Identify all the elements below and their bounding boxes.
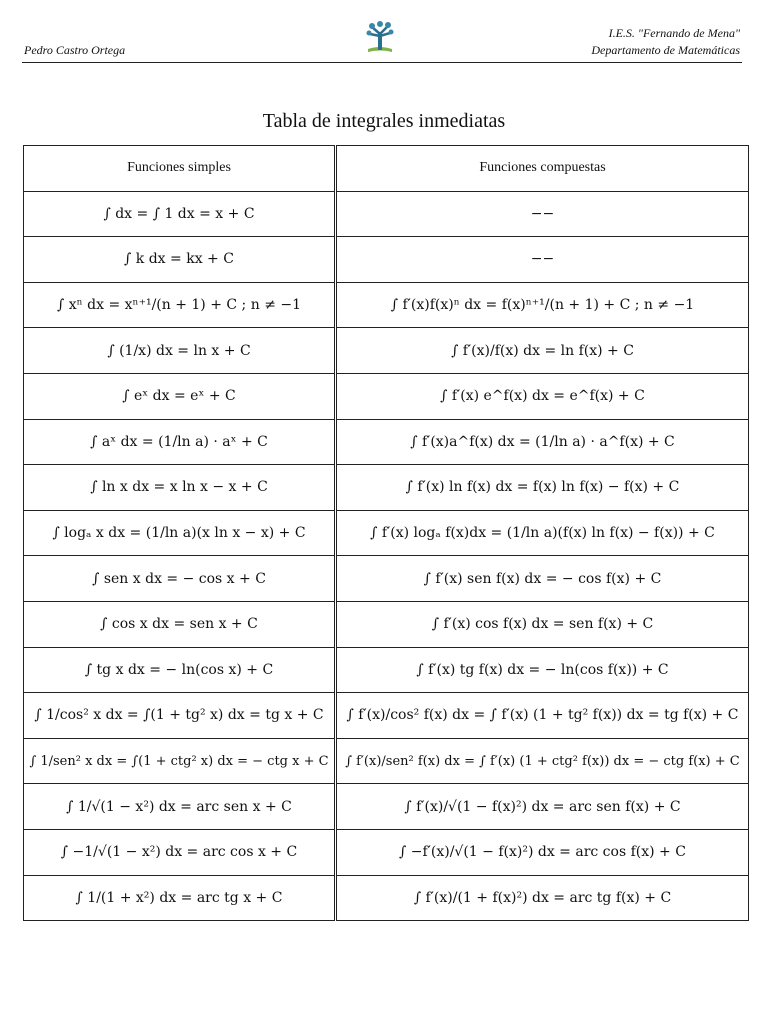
table-row — [24, 556, 749, 602]
author-name: Pedro Castro Ortega — [24, 43, 126, 57]
formula-simple: ∫ sen x dx = − cos x + C — [24, 556, 336, 602]
table-row — [24, 191, 749, 237]
formula-simple: ∫ tg x dx = − ln(cos x) + C — [24, 647, 336, 693]
formula-compound: ∫ f′(x)/f(x) dx = ln f(x) + C — [336, 328, 749, 374]
formula-compound: ∫ f′(x)/sen² f(x) dx = ∫ f′(x) (1 + ctg² f(x)) dx = − ctg f(x) + C — [336, 738, 749, 784]
formula-compound: ∫ f′(x) logₐ f(x)dx = (1/ln a)(f(x) ln f(x) − f(x)) + C — [336, 510, 749, 556]
table-header-row — [24, 146, 749, 192]
formula-compound: ∫ f′(x)/√(1 − f(x)²) dx = arc sen f(x) + C — [336, 784, 749, 830]
formula-simple: ∫ xⁿ dx = xⁿ⁺¹/(n + 1) + C ; n ≠ −1 — [24, 282, 336, 328]
formula-simple: ∫ 1/sen² x dx = ∫(1 + ctg² x) dx = − ctg x + C — [24, 738, 336, 784]
table-row — [24, 784, 749, 830]
formula-simple: ∫ −1/√(1 − x²) dx = arc cos x + C — [24, 829, 336, 875]
table-row — [24, 510, 749, 556]
formula-simple: ∫ 1/cos² x dx = ∫(1 + tg² x) dx = tg x + C — [24, 693, 336, 739]
table-row — [24, 282, 749, 328]
page-header — [22, 18, 742, 63]
table-row — [24, 647, 749, 693]
formula-compound: ∫ f′(x) e^f(x) dx = e^f(x) + C — [336, 373, 749, 419]
school-name: I.E.S. "Fernando de Mena" — [608, 26, 740, 40]
formula-compound: ∫ f′(x)/cos² f(x) dx = ∫ f′(x) (1 + tg² f(x)) dx = tg f(x) + C — [336, 693, 749, 739]
table-row — [24, 465, 749, 511]
formula-simple: ∫ eˣ dx = eˣ + C — [24, 373, 336, 419]
table-row — [24, 237, 749, 283]
page-title: Tabla de integrales inmediatas — [262, 110, 506, 132]
column-header-compound: Funciones compuestas — [336, 146, 749, 192]
formula-compound: −− — [336, 191, 749, 237]
table-row — [24, 875, 749, 921]
department-name: Departamento de Matemáticas — [591, 43, 740, 57]
formula-simple: ∫ aˣ dx = (1/ln a) · aˣ + C — [24, 419, 336, 465]
formula-simple: ∫ k dx = kx + C — [24, 237, 336, 283]
formula-simple: ∫ dx = ∫ 1 dx = x + C — [24, 191, 336, 237]
formula-compound: ∫ f′(x) cos f(x) dx = sen f(x) + C — [336, 601, 749, 647]
formula-compound: ∫ −f′(x)/√(1 − f(x)²) dx = arc cos f(x) + C — [336, 829, 749, 875]
header-right — [591, 25, 740, 59]
formula-simple: ∫ (1/x) dx = ln x + C — [24, 328, 336, 374]
formula-compound: ∫ f′(x) sen f(x) dx = − cos f(x) + C — [336, 556, 749, 602]
formula-compound: ∫ f′(x)a^f(x) dx = (1/ln a) · a^f(x) + C — [336, 419, 749, 465]
formula-simple: ∫ 1/(1 + x²) dx = arc tg x + C — [24, 875, 336, 921]
formula-compound: −− — [336, 237, 749, 283]
formula-simple: ∫ logₐ x dx = (1/ln a)(x ln x − x) + C — [24, 510, 336, 556]
formula-compound: ∫ f′(x)/(1 + f(x)²) dx = arc tg f(x) + C — [336, 875, 749, 921]
formula-compound: ∫ f′(x) tg f(x) dx = − ln(cos f(x)) + C — [336, 647, 749, 693]
table-row — [24, 601, 749, 647]
school-logo-icon — [360, 18, 400, 58]
table-row — [24, 328, 749, 374]
formula-compound: ∫ f′(x) ln f(x) dx = f(x) ln f(x) − f(x) + C — [336, 465, 749, 511]
table-row — [24, 419, 749, 465]
formula-compound: ∫ f′(x)f(x)ⁿ dx = f(x)ⁿ⁺¹/(n + 1) + C ; n ≠ −1 — [336, 282, 749, 328]
formula-simple: ∫ 1/√(1 − x²) dx = arc sen x + C — [24, 784, 336, 830]
table-row — [24, 693, 749, 739]
formula-simple: ∫ cos x dx = sen x + C — [24, 601, 336, 647]
integrals-table — [23, 145, 749, 921]
formula-simple: ∫ ln x dx = x ln x − x + C — [24, 465, 336, 511]
table-row — [24, 738, 749, 784]
table-row — [24, 829, 749, 875]
column-header-simple: Funciones simples — [24, 146, 336, 192]
table-row — [24, 373, 749, 419]
